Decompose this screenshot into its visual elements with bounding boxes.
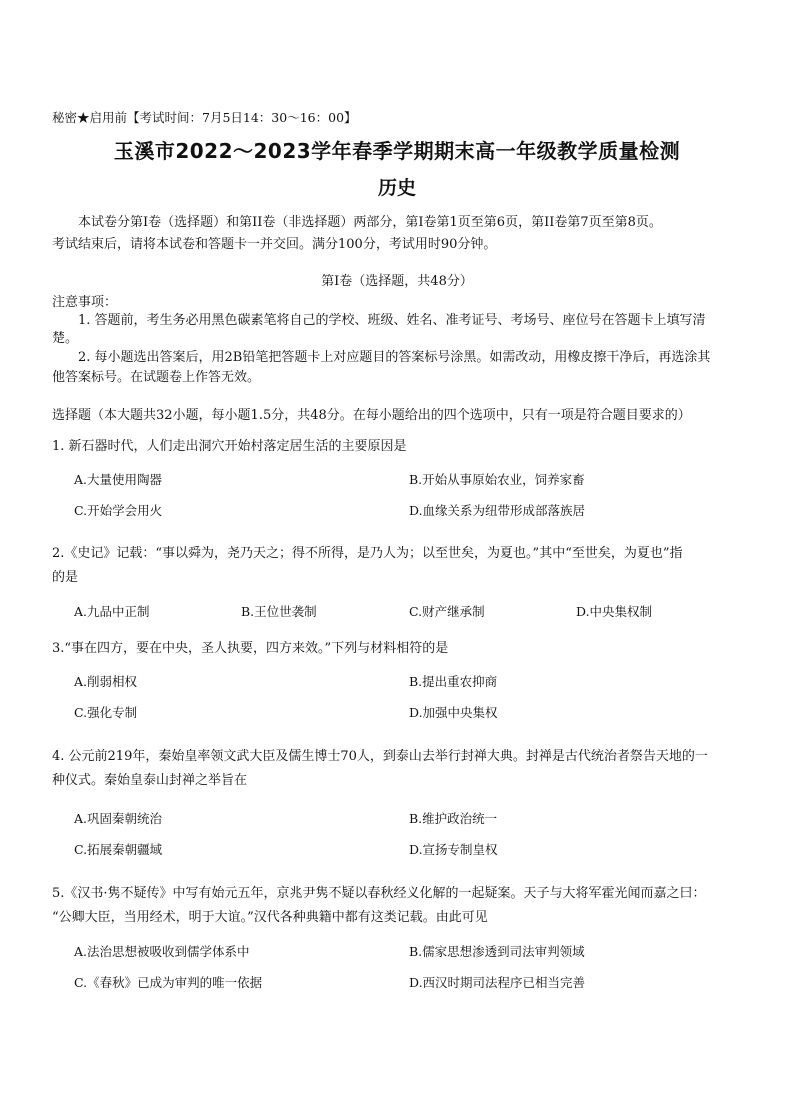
question-1-option-a: A.大量使用陶器: [74, 472, 163, 487]
intro-line-2: 考试结束后，请将本试卷和答题卡一并交回。满分100分，考试用时90分钟。: [52, 237, 497, 252]
question-1-option-c: C.开始学会用火: [74, 503, 163, 518]
confidential-header: 秘密★启用前【考试时间：7月5日14：30～16：00】: [52, 110, 357, 125]
question-3-option-b: B.提出重农抑商: [409, 674, 498, 689]
question-5-stem-line-2: “公卿大臣，当用经术，明于大谊。”汉代各种典籍中都有这类记载。由此可见: [52, 910, 488, 925]
question-2-stem-line-1: 2.《史记》记载：“事以舜为，尧乃天之；得不所得，是乃人为；以至世矣，为夏也。”其中“至世矣，为夏也”指: [52, 546, 683, 561]
question-5-option-a: A.法治思想被吸收到儒学体系中: [74, 944, 250, 959]
question-4-option-c: C.拓展秦朝疆域: [74, 842, 163, 857]
exam-title: 玉溪市2022～2023学年春季学期期末高一年级教学质量检测: [113, 139, 681, 163]
question-1-option-d: D.血缘关系为纽带形成部落族居: [409, 503, 586, 518]
notes-heading: 注意事项：: [52, 295, 118, 310]
intro-line-1: 本试卷分第I卷（选择题）和第II卷（非选择题）两部分，第I卷第1页至第6页，第II卷第7页至第8页。: [78, 215, 662, 230]
question-5-option-d: D.西汉时期司法程序已相当完善: [409, 975, 586, 990]
subject-title: 历史: [377, 177, 416, 199]
question-1-option-b: B.开始从事原始农业，饲养家畜: [409, 472, 585, 487]
question-2-option-c: C.财产继承制: [409, 604, 485, 619]
question-2-option-b: B.王位世袭制: [241, 604, 317, 619]
note-1-line-1: 1. 答题前，考生务必用黑色碳素笔将自己的学校、班级、姓名、准考证号、考场号、座位号在答题卡上填写清: [78, 313, 706, 328]
section-title: 第I卷（选择题，共48分）: [321, 274, 473, 289]
question-3-option-d: D.加强中央集权: [409, 705, 498, 720]
note-1-line-2: 楚。: [52, 331, 79, 346]
question-5-option-c: C.《春秋》已成为审判的唯一依据: [74, 975, 263, 990]
question-4-stem-line-2: 种仪式。秦始皇泰山封禅之举旨在: [52, 773, 248, 788]
question-2-stem-line-2: 的是: [52, 570, 79, 585]
question-2-option-a: A.九品中正制: [74, 604, 150, 619]
question-2-option-d: D.中央集权制: [576, 604, 653, 619]
question-4-option-a: A.巩固秦朝统治: [74, 811, 163, 826]
choice-instructions: 选择题（本大题共32小题，每小题1.5分，共48分。在每小题给出的四个选项中，只有一项是符合题目要求的）: [52, 408, 691, 423]
question-1-stem: 1. 新石器时代，人们走出洞穴开始村落定居生活的主要原因是: [52, 439, 407, 454]
question-3-stem: 3.“事在四方，要在中央，圣人执要，四方来效。”下列与材料相符的是: [52, 641, 449, 656]
note-2-line-2: 他答案标号。在试题卷上作答无效。: [52, 370, 261, 385]
question-5-option-b: B.儒家思想渗透到司法审判领域: [409, 944, 585, 959]
note-2-line-1: 2. 每小题选出答案后，用2B铅笔把答题卡上对应题目的答案标号涂黑。如需改动，用橡皮擦干净后，再选涂其: [78, 350, 711, 365]
question-5-stem-line-1: 5.《汉书·隽不疑传》中写有始元五年，京兆尹隽不疑以春秋经义化解的一起疑案。天子与大将军霍光闻而嘉之曰：: [52, 886, 706, 901]
question-4-option-b: B.维护政治统一: [409, 811, 498, 826]
question-3-option-c: C.强化专制: [74, 705, 138, 720]
question-4-stem-line-1: 4. 公元前219年，秦始皇率领文武大臣及儒生博士70人，到泰山去举行封禅大典。封禅是古代统治者祭告天地的一: [52, 749, 708, 764]
question-4-option-d: D.宣扬专制皇权: [409, 842, 498, 857]
question-3-option-a: A.削弱相权: [74, 674, 138, 689]
